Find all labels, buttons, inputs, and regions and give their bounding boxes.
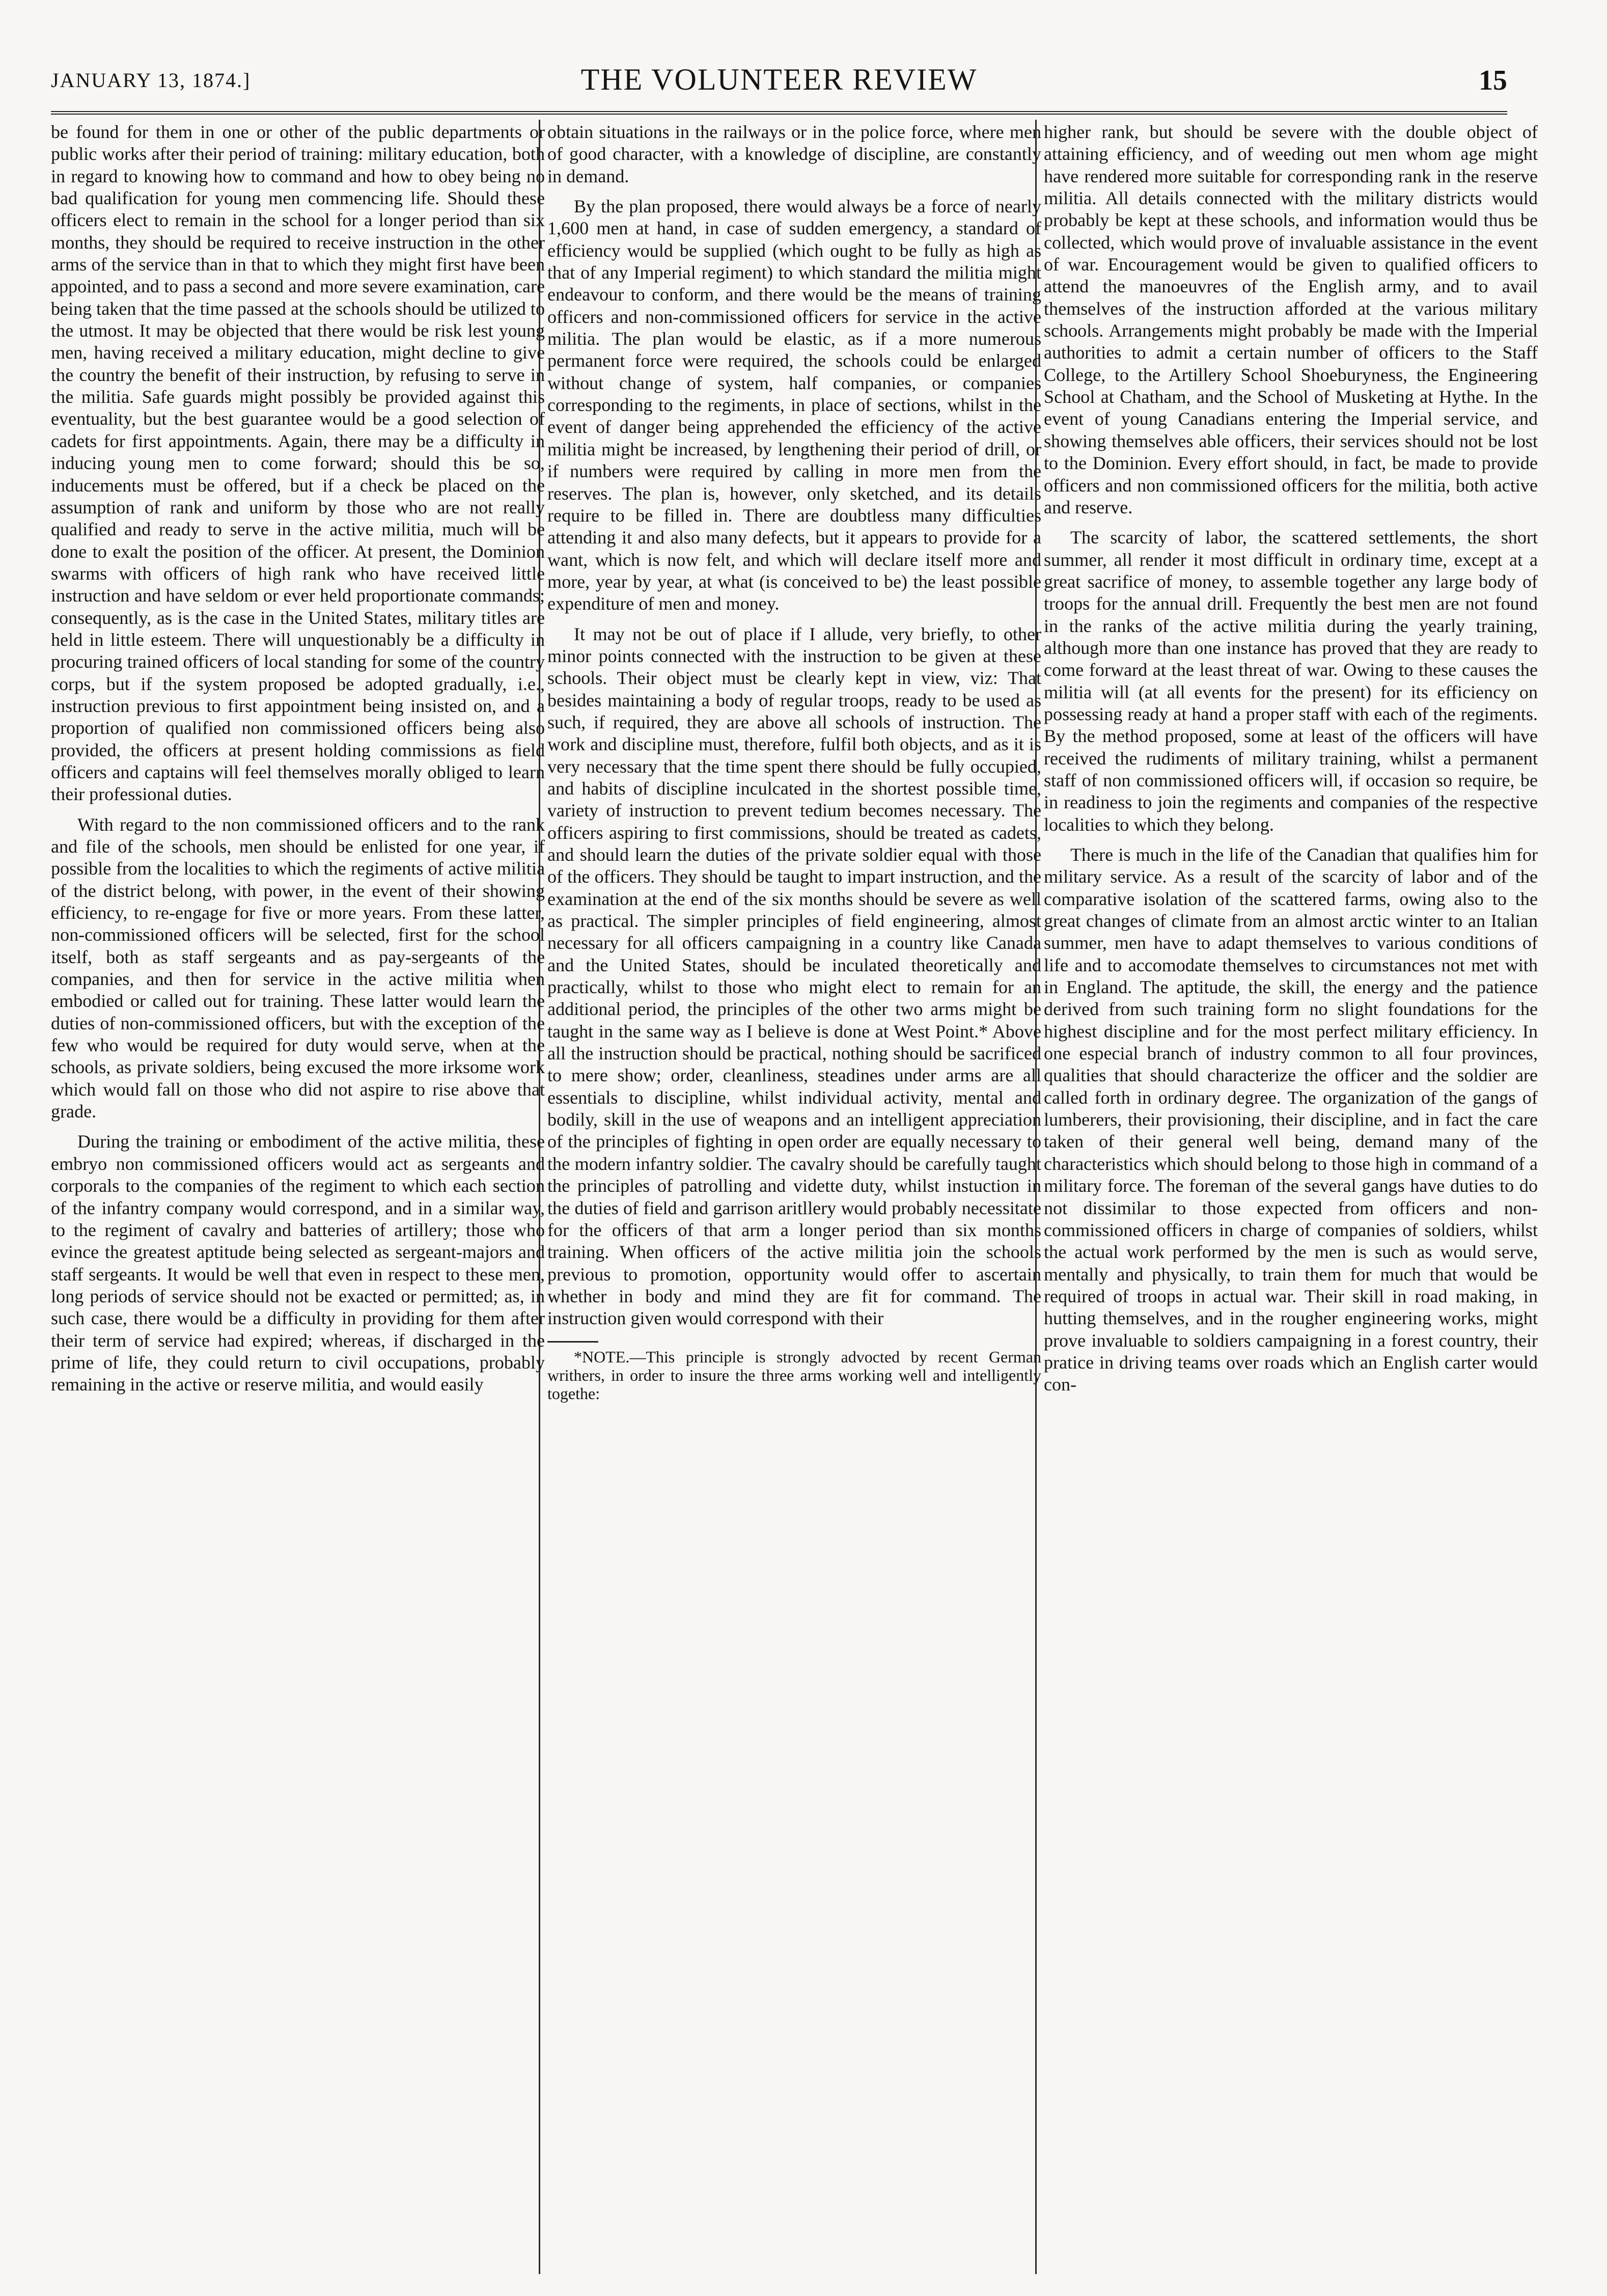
paragraph: There is much in the life of the Canadian that qualifies him for military service. As a result of the scarcity of labor and of the comparative isolation of the scattered farms, owing also to the great changes of climate from an almost arctic winter to an Italian summer, men have to adapt themselves to various conditions of life and to accomodate themselves to circumstances not met with in England. The aptitude, the skill, the energy and the patience derived from such training form no slight foundations for the highest discipline and for the most perfect military efficiency. In one especial branch of industry common to all four provinces, qualities that should characterize the officer and the soldier are called forth in ordinary degree. The organization of the gangs of lumberers, their provisioning, their discipline, and in fact the care taken of their general well being, demand many of the characteristics which should belong to those high in command of a military force. The foreman of the several gangs have duties to do not dissimilar to those expected from officers and non-commissioned officers in charge of companies of soldiers, whilst the actual work performed by the men is such as would serve, mentally and physically, to train them for much that would be required of troops in actual war. Their skill in road making, in hutting themselves, and in the rougher engineering works, might prove invaluable to soldiers campaigning in a forest country, their pratice in driving teams over roads which an English carter would con-: [1044, 844, 1538, 1395]
paragraph: By the plan proposed, there would always be a force of nearly 1,600 men at hand, in case of sudden emergency, a standard of efficiency would be supplied (which ought to be fully as high as that of any Imperial regiment) to which standard the militia might endeavour to conform, and there would be the means of training officers and non-commissioned officers for service in the active militia. The plan would be elastic, as if a more numerous permanent force were required, the schools could be enlarged without change of system, half companies, or companies corresponding to the regiments, in place of sections, whilst in the event of danger being apprehended the efficiency of the active militia might be increased, by lengthening their period of drill, or if numbers were required by calling in more men from the reserves. The plan is, however, only sketched, and its details require to be filled in. There are doubtless many difficulties attending it and also many defects, but it appears to provide for a want, which is now felt, and which will declare itself more and more, year by year, at what (is conceived to be) the least possible expenditure of men and money.: [547, 196, 1041, 614]
paragraph: higher rank, but should be severe with the double object of attaining efficiency, and of weeding out men whom age might have rendered more suitable for corresponding rank in the reserve militia. All details connected with the military districts would probably be kept at these schools, and information would thus be collected, which would prove of invaluable assistance in the event of war. Encouragement would be given to qualified officers to attend the manoeuvres of the English army, and to avail themselves of the instruction afforded at the various military schools. Arrangements might probably be made with the Imperial authorities to admit a certain number of officers to the Staff College, to the Artillery School Shoeburyness, the Engineering School at Chatham, and the School of Musketing at Hythe. In the event of young Canadians entering the Imperial service, and showing themselves able officers, their services should not be lost to the Dominion. Every effort should, in fact, be made to provide officers and non commissioned officers for the militia, both active and reserve.: [1044, 122, 1538, 517]
footnote-rule: [547, 1341, 598, 1343]
paragraph: With regard to the non commissioned officers and to the rank and file of the schools, men should be enlisted for one year, if possible from the localities to which the regiments of active militia of the district belong, with power, in the event of their showing efficiency, to re-engage for five or more years. From these latter, non-commissioned officers will be selected, first for the school itself, both as staff sergeants and as pay-sergeants of the companies, and then for service in the active militia when embodied or called out for training. These latter would learn the duties of non-commissioned officers, but with the exception of the few who would be required for duty would serve, when at the schools, as private soldiers, being excused the more irksome work which would fall on those who did not aspire to rise above that grade.: [51, 814, 545, 1122]
text-column-middle: [547, 121, 1041, 2271]
paragraph: The scarcity of labor, the scattered settlements, the short summer, all render it most difficult in ordinary time, except at a great sacrifice of money, to assemble together any large body of troops for the annual drill. Frequently the best men are not found in the ranks of the active militia during the yearly training, although more than one instance has proved that they are ready to come forward at the least threat of war. Owing to these causes the militia will (at all events for the present) for its efficiency on possessing ready at hand a proper staff with each of the regiments. By the method proposed, some at least of the officers will have received the rudiments of military training, whilst a permanent staff of non commissioned officers will, if occasion so require, be in readiness to join the regiments and companies of the respective localities to which they belong.: [1044, 527, 1538, 835]
paragraph: obtain situations in the railways or in the police force, where men of good character, with a knowledge of discipline, are constantly in demand.: [547, 122, 1041, 186]
page-number: 15: [1479, 65, 1507, 96]
page-header: [51, 55, 1507, 115]
issue-date: JANUARY 13, 1874.]: [51, 69, 251, 92]
text-column-right: [1044, 121, 1538, 2271]
text-column-left: [51, 121, 545, 2271]
paragraph: During the training or embodiment of the active militia, these embryo non commissioned officers would act as sergeants and corporals to the companies of the regiment to which each section of the infantry company would correspond, and in a similar way, to the regiment of cavalry and batteries of artillery; those who evince the greatest aptitude being selected as sergeant-majors and staff sergeants. It would be well that even in respect to these men, long periods of service should not be exacted or permitted; as, in such case, there would be a difficulty in providing for them after their term of service had expired; whereas, if discharged in the prime of life, they could return to civil occupations, probably remaining in the active or reserve militia, and would easily: [51, 1131, 545, 1395]
footnote: *NOTE.—This principle is strongly advocted by recent German writhers, in order to insure the three arms working well and intelligently togethe:: [547, 1347, 1041, 1403]
paragraph: be found for them in one or other of the public departments or public works after their period of training: military education, both in regard to knowing how to command and how to obey being no bad qualification for young men commencing life. Should these officers elect to remain in the school for a longer period than six months, they should be required to receive instruction in the other arms of the service than in that to which they might first have been appointed, and to pass a second and more severe examination, care being taken that the time passed at the schools should be utilized to the utmost. It may be objected that there would be risk lest young men, having received a military education, might decline to give the country the benefit of their instruction, by refusing to serve in the militia. Safe guards might possibly be provided against this eventuality, but the best guarantee would be a good selection of cadets for first appointments. Again, there may be a difficulty in inducing young men to come forward; should this be so, inducements must be offered, but if a check be placed on the assumption of rank and uniform by those who are not really qualified and ready to serve in the active militia, much will be done to exalt the position of the officer. At present, the Dominion swarms with officers of high rank who have received little instruction and have seldom or ever held proportionate commands; consequently, as is the case in the United States, military titles are held in little esteem. There will unquestionably be a difficulty in procuring trained officers of local standing for some of the country corps, but if the system proposed be adopted gradually, i.e., instruction previous to first appointment being insisted on, and a proportion of qualified non commissioned officers being also provided, the officers at present holding commissions as field officers and captains will feel themselves morally obliged to learn their professional duties.: [51, 122, 545, 805]
publication-title: THE VOLUNTEER REVIEW: [580, 63, 978, 96]
paragraph: It may not be out of place if I allude, very briefly, to other minor points connected with the instruction to be given at these schools. Their object must be clearly kept in view, viz: That besides maintaining a body of regular troops, ready to be used as such, if required, they are above all schools of instruction. The work and discipline must, therefore, fulfil both objects, and as it is very necessary that the time spent there should be fully occupied, and habits of discipline inculcated in the shortest possible time, variety of instruction to prevent tedium becomes necessary. The officers aspiring to first commissions, should be treated as cadets, and should learn the duties of the private soldier equal with those of the officers. They should be taught to impart instruction, and the examination at the end of the six months should be severe as well as practical. The simpler principles of field engineering, almost necessary for all officers campaigning in a country like Canada and the United States, should be inculated theoretically and practically, whilst to those who might elect to remain for an additional period, the principles of the other two arms might be taught in the same way as I believe is done at West Point.* Above all the instruction should be practical, nothing should be sacrificed to mere show; order, cleanliness, steadines under arms are all essentials to discipline, whilst individual activity, mental and bodily, skill in the use of weapons and an intelligent appreciation of the principles of fighting in open order are equally necessary to the modern infantry soldier. The cavalry should be carefully taught the principles of patrolling and vidette duty, whilst instuction in the duties of field and garrison aritllery would probably necessitate for the officers of that arm a longer period than six months training. When officers of the active militia join the schools previous to promotion, opportunity would offer to ascertain whether in body and mind they are fit for command. The instruction given would correspond with their: [547, 623, 1041, 1329]
